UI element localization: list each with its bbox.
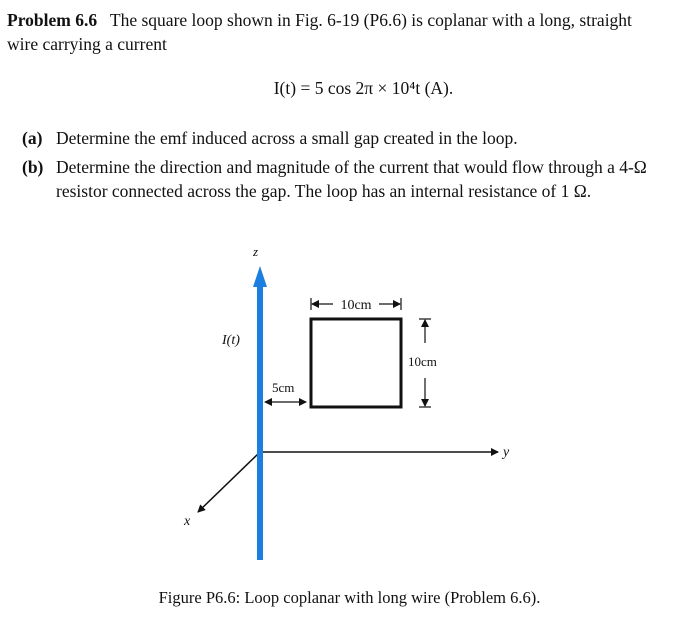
square-loop xyxy=(311,319,401,407)
gap-label: 5cm xyxy=(272,380,295,395)
current-label: I(t) xyxy=(222,333,240,348)
y-axis-label: y xyxy=(503,445,510,460)
loop-width-label: 10cm xyxy=(340,298,372,313)
part-b-text: Determine the direction and magnitude of the current that would flow through a 4-Ω resistor connected across the gap. The loop has an internal resistance of 1 Ω. xyxy=(56,157,647,201)
loop-height-label: 10cm xyxy=(408,354,437,369)
wire-arrowhead xyxy=(253,266,267,287)
equation-text: I(t) = 5 cos 2π × 10⁴t (A). xyxy=(273,78,454,98)
x-axis-label: x xyxy=(184,514,191,529)
x-axis xyxy=(198,452,260,512)
part-b-label: (b) xyxy=(22,157,44,177)
part-a-label: (a) xyxy=(22,128,43,148)
z-axis-label: z xyxy=(253,244,259,259)
problem-label: Problem 6.6 xyxy=(7,10,98,30)
figure-caption xyxy=(0,588,677,608)
part-a-text: Determine the emf induced across a small gap created in the loop. xyxy=(56,128,518,148)
caption-text: Figure P6.6: Loop coplanar with long wire (Problem 6.6). xyxy=(158,588,541,607)
problem-text: The square loop shown in Fig. 6-19 (P6.6) is coplanar with a long, straight wire carrying a current xyxy=(7,10,632,54)
